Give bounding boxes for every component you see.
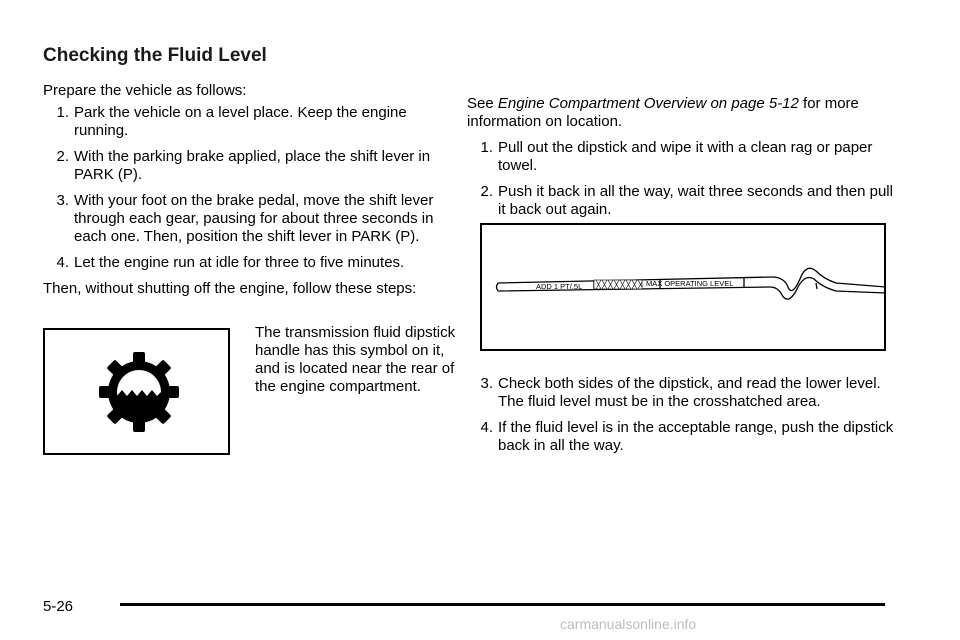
right-column-lower (467, 375, 897, 463)
step-text: Let the engine run at idle for three to five minutes. (74, 254, 405, 271)
see-suffix: for more information on location. (467, 95, 859, 130)
step-number: 3. (56, 192, 69, 209)
transmission-symbol-figure (43, 328, 230, 455)
list-item (43, 148, 463, 184)
list-item (467, 139, 897, 175)
max-level-label: MAX OPERATING LEVEL (646, 279, 734, 288)
step-number: 2. (480, 183, 493, 200)
see-prefix: See (467, 95, 494, 112)
list-item (467, 419, 897, 455)
footer-divider (120, 603, 885, 606)
step-number: 2. (56, 148, 69, 165)
page-number: 5-26 (43, 598, 74, 615)
dipstick-figure (480, 223, 886, 351)
symbol-caption: The transmission fluid dipstick handle has this symbol on it, and is located near the rear of the engine compartment. (255, 324, 456, 395)
section-heading: Checking the Fluid Level (43, 45, 267, 66)
step-text: Pull out the dipstick and wipe it with a clean rag or paper towel. (498, 139, 873, 174)
dipstick-steps-top (467, 139, 897, 219)
step-number: 4. (480, 419, 493, 436)
step-text: If the fluid level is in the acceptable range, push the dipstick back in all the way. (498, 419, 894, 454)
list-item (43, 104, 463, 140)
preparation-steps (43, 104, 463, 272)
see-reference (467, 95, 897, 131)
transmission-gear-icon (95, 348, 183, 436)
left-column (43, 82, 463, 298)
step-text: With your foot on the brake pedal, move the shift lever through each gear, pausing for about three seconds in each one. Then, position the shift lever in PARK (P). (74, 192, 434, 245)
step-text: With the parking brake applied, place the shift lever in PARK (P). (74, 148, 431, 183)
step-number: 4. (56, 254, 69, 271)
dipstick-illustration (482, 225, 886, 351)
step-text: Park the vehicle on a level place. Keep the engine running. (74, 104, 407, 139)
right-column (467, 95, 897, 227)
then-text: Then, without shutting off the engine, follow these steps: (43, 280, 417, 297)
list-item (43, 192, 463, 246)
dipstick-steps-bottom (467, 375, 897, 455)
step-number: 1. (56, 104, 69, 121)
step-number: 3. (480, 375, 493, 392)
step-text: Check both sides of the dipstick, and read the lower level. The fluid level must be in the crosshatched area. (498, 375, 881, 410)
list-item (467, 375, 897, 411)
cross-reference-link[interactable]: Engine Compartment Overview on page 5-12 (497, 95, 799, 112)
intro-text: Prepare the vehicle as follows: (43, 82, 247, 99)
step-text: Push it back in all the way, wait three seconds and then pull it back out again. (498, 183, 893, 218)
step-number: 1. (480, 139, 493, 156)
add-level-label: ADD 1 PT/.5L (536, 282, 583, 291)
list-item (467, 183, 897, 219)
list-item (43, 254, 463, 272)
watermark: carmanualsonline.info (560, 616, 697, 632)
